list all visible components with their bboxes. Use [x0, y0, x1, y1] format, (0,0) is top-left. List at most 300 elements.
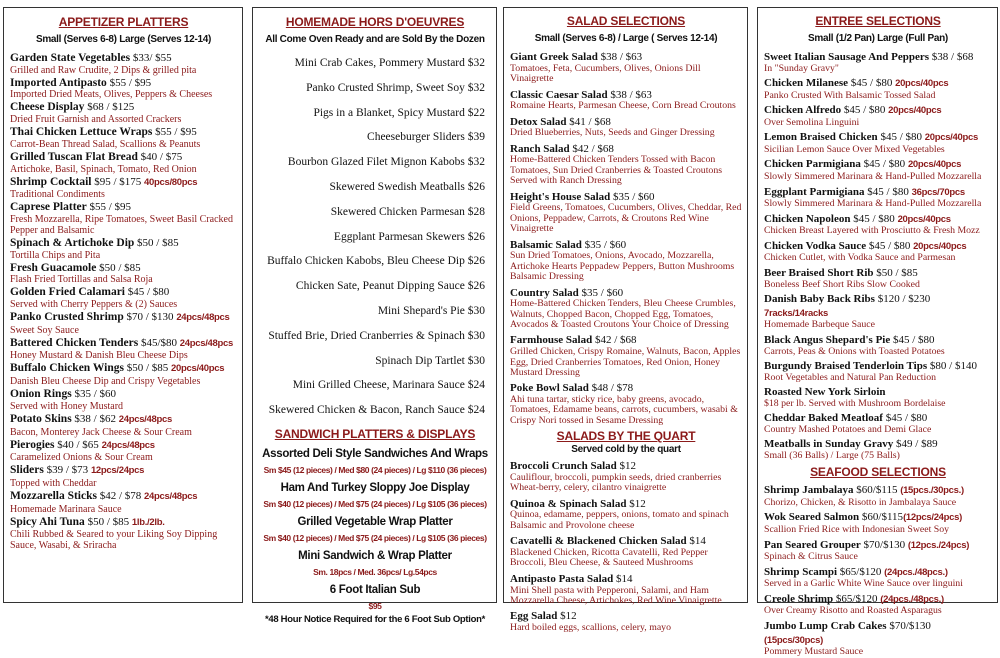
appetizer-item-pieces: 12pcs/24pcs: [90, 465, 145, 477]
salad-item-description: Home-Battered Chicken Tenders Tossed with Bacon Tomatoes, Sun Dried Cranberries & Toasted Croutons Served with Ranch Dressing: [510, 154, 723, 187]
entree-list: [764, 50, 992, 461]
appetizer-item-line: [10, 310, 237, 325]
entree-item-line: [764, 130, 992, 145]
hors-item: Bourbon Glazed Filet Mignon Kabobs $32: [287, 156, 485, 169]
entree-item: [764, 266, 992, 290]
appetizer-item-name: Mozzarella Sticks: [10, 489, 97, 502]
quart-salad-item-line: [510, 572, 742, 586]
appetizer-item-line: [10, 261, 237, 275]
entree-item-description: Carrots, Peas & Onions with Toasted Potatoes: [764, 345, 945, 357]
appetizer-item-name: Spicy Ahi Tuna: [10, 515, 85, 528]
sub-notice: *48 Hour Notice Required for the 6 Foot Sub Option*: [264, 613, 486, 625]
salad-item-price: $35 / $60: [581, 238, 627, 251]
seafood-item: [764, 592, 992, 617]
entree-item-name: Chicken Milanese: [764, 77, 849, 90]
appetizer-item-pieces: 40pcs/80pcs: [144, 176, 198, 188]
appetizer-title: APPETIZER PLATTERS: [58, 15, 189, 29]
appetizer-item-price: $42 / $78: [96, 489, 145, 502]
entree-item-price: $49 / $89: [893, 438, 938, 451]
appetizer-item-description: Homemade Marinara Sauce: [10, 503, 122, 515]
seafood-item-description: Pommery Mustard Sauce: [764, 646, 864, 658]
appetizer-item-description: Tortilla Chips and Pita: [10, 249, 101, 261]
entree-item-description: In "Sunday Gravy": [764, 62, 839, 74]
appetizer-item-price: $35 / $60: [71, 388, 116, 401]
entree-item-description: Small (36 Balls) / Large (75 Balls): [764, 449, 900, 461]
salad-panel: [503, 7, 748, 634]
entree-item-line: [764, 385, 992, 399]
salad-item-line: [510, 381, 742, 395]
hors-item: Buffalo Chicken Kabobs, Bleu Cheese Dip $26: [267, 255, 485, 268]
salad-item: [510, 333, 742, 378]
sandwich-item-price: Sm. 18pcs / Med. 36pcs/ Lg.54pcs: [313, 566, 437, 577]
sandwich-item-name: Grilled Vegetable Wrap Platter: [297, 515, 453, 528]
appetizer-item-line: [10, 438, 237, 453]
appetizer-item-pieces: 1lb./2lb.: [131, 516, 165, 528]
appetizer-item-line: [10, 515, 237, 530]
appetizer-item-line: [10, 236, 237, 250]
seafood-item: [764, 619, 992, 658]
hors-title: HOMEMADE HORS D'OEUVRES: [285, 15, 465, 29]
salad-item-description: Tomatoes, Feta, Cucumbers, Olives, Onions Dill Vinaigrette: [510, 62, 701, 85]
appetizer-item-line: [10, 150, 237, 164]
appetizer-item-description: Chili Rubbed & Seared to your Liking Soy Dipping Sauce, Wasabi, & Sriracha: [10, 529, 218, 552]
appetizer-item-line: [10, 463, 237, 478]
seafood-item-price: $60/$115: [853, 484, 901, 497]
seafood-item-price: $70/$130: [886, 619, 931, 632]
appetizer-item-name: Cheese Display: [10, 101, 85, 114]
sandwich-title: SANDWICH PLATTERS & DISPLAYS: [274, 426, 476, 441]
salad-item-description: Sun Dried Tomatoes, Onions, Avocado, Mozzarella, Artichoke Hearts Peppadew Peppers, Button Mushrooms Balsamic Dressing: [510, 250, 735, 283]
quart-salad-item-price: $12: [557, 610, 577, 623]
seafood-list: [764, 483, 992, 657]
quart-salad-item-description: Cauliflour, broccoli, pumpkin seeds, dried cranberries Wheat-berry, celery, cilantro vinaigrette: [510, 471, 722, 494]
entree-item-price: $45 / $80: [850, 212, 898, 225]
quart-salad-item-line: [510, 609, 742, 623]
appetizer-item-description: Grilled and Raw Crudite, 2 Dips & grilled pita: [10, 64, 197, 76]
salad-item: [510, 50, 742, 85]
appetizer-item-name: Sliders: [10, 464, 44, 477]
appetizer-item-description: Fresh Mozzarella, Ripe Tomatoes, Sweet Basil Cracked Pepper and Balsamic: [10, 213, 233, 236]
quart-salad-item-name: Broccoli Crunch Salad: [510, 460, 617, 473]
appetizer-item-price: $50 / $85: [84, 515, 132, 528]
appetizer-item-price: $55 / $95: [152, 126, 197, 139]
seafood-item: [764, 483, 992, 508]
salad-item: [510, 381, 742, 426]
appetizer-item-pieces: 24pcs/48pcs: [144, 490, 198, 502]
appetizer-item-line: [10, 200, 237, 214]
appetizer-item: [10, 438, 237, 464]
quart-salad-item-price: $14: [613, 572, 633, 585]
quart-title: SALADS BY THE QUART: [556, 429, 696, 444]
seafood-item-price: $65/$120: [833, 592, 881, 605]
hors-item: Panko Crusted Shrimp, Sweet Soy $32: [306, 81, 485, 94]
appetizer-item: [10, 150, 237, 175]
appetizer-item-price: $39 / $73: [43, 464, 91, 477]
seafood-item-price: $60/$115: [859, 511, 904, 524]
seafood-item: [764, 510, 992, 535]
entree-item-description: Country Mashed Potatoes and Demi Glace: [764, 423, 932, 435]
salad-item-price: $38 / $63: [597, 51, 643, 63]
entree-item-pieces: 20pcs/40pcs: [895, 78, 949, 90]
entree-item: [764, 333, 992, 357]
entree-item: [764, 359, 992, 383]
appetizer-item-line: [10, 76, 237, 90]
quart-sub: Served cold by the quart: [571, 444, 681, 456]
seafood-item-description: Scallion Fried Rice with Indonesian Sweet Soy: [764, 524, 950, 536]
appetizer-item-line: [10, 412, 237, 427]
appetizer-item: [10, 51, 237, 76]
appetizer-item-description: Served with Honey Mustard: [10, 400, 124, 412]
quart-list: [510, 459, 742, 633]
appetizer-item: [10, 336, 237, 362]
seafood-item-line: [764, 510, 992, 525]
salad-item-name: Classic Caesar Salad: [510, 88, 608, 101]
appetizer-item-description: Dried Fruit Garnish and Assorted Crackers: [10, 114, 182, 126]
salad-item-line: [510, 190, 742, 204]
salad-item: [510, 115, 742, 139]
entree-item-name: Lemon Braised Chicken: [764, 131, 878, 144]
appetizer-item: [10, 387, 237, 412]
appetizer-item-price: $50 / $85: [134, 236, 179, 249]
entree-item-description: Chicken Breast Layered with Prosciutto & Fresh Mozz: [764, 225, 980, 237]
salad-item-price: $35 / $60: [578, 286, 624, 299]
appetizer-item-description: Traditional Condiments: [10, 189, 105, 201]
entree-item-pieces: 20pcs/40pcs: [924, 132, 978, 144]
salad-item-line: [510, 286, 742, 300]
salad-item-description: Dried Blueberries, Nuts, Seeds and Ginger Dressing: [510, 127, 715, 139]
sandwich-list: [259, 448, 491, 611]
appetizer-item-name: Onion Rings: [10, 388, 72, 401]
quart-salad-item-line: [510, 459, 742, 473]
salad-item-name: Country Salad: [510, 286, 579, 299]
appetizer-item-name: Potato Skins: [10, 412, 72, 425]
appetizer-item-line: [10, 361, 237, 376]
quart-salad-item-price: $12: [616, 460, 637, 473]
entree-item: [764, 50, 992, 74]
entree-item-line: [764, 239, 992, 254]
entree-item-description: Chicken Cutlet, with Vodka Sauce and Parmesan: [764, 252, 956, 264]
salad-item-description: Romaine Hearts, Parmesan Cheese, Corn Bread Croutons: [510, 100, 736, 112]
entree-item-description: Root Vegetables and Natural Pan Reduction: [764, 371, 937, 383]
appetizer-item: [10, 175, 237, 201]
salad-item-price: $38 / $63: [607, 88, 652, 101]
salad-item: [510, 190, 742, 235]
quart-salad-item-description: Mini Shell pasta with Pepperoni, Salami, and Ham Mozzarella Cheese, Artichokes, Red Wine Vinaigrette: [510, 584, 722, 606]
appetizer-item-line: [10, 336, 237, 351]
appetizer-item-name: Garden State Vegetables: [10, 52, 131, 64]
appetizer-item-pieces: 24pcs/48pcs: [179, 337, 233, 349]
hors-item: Mini Shepard's Pie $30: [377, 304, 485, 317]
entree-item-name: Chicken Napoleon: [764, 212, 851, 225]
appetizer-item-name: Thai Chicken Lettuce Wraps: [10, 126, 153, 139]
quart-salad-item: [510, 609, 742, 633]
salad-title: SALAD SELECTIONS: [566, 14, 686, 28]
entree-item-price: $120 / $230: [874, 292, 931, 305]
appetizer-item-price: $68 / $125: [84, 101, 135, 114]
entree-item-line: [764, 292, 992, 320]
hors-item: Skewered Chicken Parmesan $28: [330, 205, 485, 218]
salad-item: [510, 88, 742, 112]
entree-item-name: Eggplant Parmigiana: [764, 185, 865, 198]
seafood-item-name: Shrimp Jambalaya: [764, 484, 854, 497]
entree-item-price: $45 / $80: [860, 158, 908, 171]
hors-item: Cheeseburger Sliders $39: [367, 131, 485, 144]
hors-item: Chicken Sate, Peanut Dipping Sauce $26: [295, 280, 485, 293]
appetizer-item-line: [10, 175, 237, 190]
appetizer-item-pieces: 24pcs/48pcs: [176, 312, 230, 324]
appetizer-item-price: $45/$80: [138, 336, 180, 349]
seafood-item-line: [764, 538, 992, 553]
entree-item-description: Sicilian Lemon Sauce Over Mixed Vegetables: [764, 144, 945, 156]
entree-item-price: $45 / $80: [882, 412, 928, 425]
entree-sizes: Small (1/2 Pan) Large (Full Pan): [808, 33, 948, 44]
appetizer-list: [10, 51, 237, 551]
seafood-item-name: Creole Shrimp: [764, 592, 834, 605]
salad-item-line: [510, 333, 742, 347]
entree-item-name: Chicken Vodka Sauce: [764, 239, 867, 252]
quart-salad-item-description: Quinoa, edamame, peppers, onions, tomato and spinach Balsamic and Provolone cheese: [510, 509, 729, 531]
salad-item: [510, 142, 742, 187]
appetizer-item-price: $50 / $85: [123, 362, 172, 375]
appetizer-item-description: Sweet Soy Sauce: [10, 324, 79, 336]
appetizer-item-description: Imported Dried Meats, Olives, Peppers & Cheeses: [10, 89, 213, 101]
entree-item-description: Slowly Simmered Marinara & Hand-Pulled Mozzarella: [764, 198, 982, 210]
seafood-item-pieces: (15pcs./30pcs.): [900, 485, 964, 497]
salad-item-description: Ahi tuna tartar, sticky rice, baby greens, avocado, Tomatoes, Edamame beans, carrots, cucumbers, wasabi & Crispy Nori tossed in Sesame Dressing: [510, 394, 738, 426]
appetizer-item-price: $40 / $65: [54, 438, 102, 451]
entree-item-line: [764, 212, 992, 227]
quart-salad-item-description: Hard boiled eggs, scallions, celery, mayo: [510, 622, 671, 634]
appetizer-item: [10, 412, 237, 438]
entree-item-description: Homemade Barbeque Sauce: [764, 319, 875, 331]
appetizer-item-name: Pierogies: [10, 438, 55, 451]
seafood-item-price: $65/$120: [837, 565, 885, 578]
entree-item-pieces: 7racks/14racks: [764, 307, 828, 319]
seafood-item-line: [764, 619, 992, 647]
entree-item-name: Beer Braised Short Rib: [764, 266, 874, 279]
salad-item-name: Ranch Salad: [510, 142, 570, 155]
hors-item: Mini Grilled Cheese, Marinara Sauce $24: [292, 379, 485, 392]
entree-item-line: [764, 266, 992, 280]
salad-item-price: $42 / $68: [569, 142, 614, 155]
appetizer-item-description: Flash Fried Tortillas and Salsa Roja: [10, 274, 153, 286]
appetizer-item-name: Grilled Tuscan Flat Bread: [10, 150, 138, 163]
appetizer-item-name: Buffalo Chicken Wings: [10, 362, 124, 375]
appetizer-item-name: Caprese Platter: [10, 201, 87, 214]
salad-item-line: [510, 142, 742, 156]
appetizer-item-price: $45 / $80: [125, 286, 170, 299]
appetizer-item-name: Shrimp Cocktail: [10, 175, 92, 188]
appetizer-item-name: Imported Antipasto: [10, 76, 107, 89]
seafood-item-price: $70/$130: [860, 538, 908, 551]
salad-item-name: Detox Salad: [510, 115, 567, 128]
sandwich-item-price: Sm $40 (12 pieces) / Med $75 (24 pieces) / Lg $105 (36 pieces): [263, 532, 487, 543]
seafood-item: [764, 538, 992, 563]
entree-item: [764, 437, 992, 461]
appetizer-item-description: Caramelized Onions & Sour Cream: [10, 452, 153, 464]
appetizer-item-price: $40 / $75: [137, 150, 183, 163]
entree-item-price: $45 / $80: [864, 185, 912, 198]
sandwich-item-price: Sm $45 (12 pieces) / Med $80 (24 pieces) / Lg $110 (36 pieces): [263, 464, 487, 475]
quart-salad-item-line: [510, 534, 742, 548]
entree-item: [764, 385, 992, 409]
entree-item-name: Meatballs in Sunday Gravy: [764, 438, 894, 451]
appetizer-item: [10, 285, 237, 310]
entree-item: [764, 292, 992, 331]
appetizer-item-price: $55 / $95: [106, 76, 152, 89]
appetizer-item-line: [10, 125, 237, 139]
entree-item-price: $50 / $85: [873, 266, 918, 279]
sandwich-item-name: Assorted Deli Style Sandwiches And Wraps: [262, 447, 488, 460]
appetizer-sizes: Small (Serves 6-8) Large (Serves 12-14): [35, 34, 212, 45]
appetizer-item: [10, 200, 237, 236]
hors-item: Spinach Dip Tartlet $30: [375, 354, 485, 367]
entree-item-line: [764, 103, 992, 118]
seafood-item-pieces: (12pcs./24pcs): [907, 539, 970, 551]
salad-item-description: Home-Battered Chicken Tenders, Bleu Cheese Crumbles, Walnuts, Chopped Bacon, Chopped Egg, Tomatoes, Avocados & Toasted Croutons Your Choice of Dressing: [510, 298, 736, 331]
entree-item: [764, 239, 992, 264]
entree-item-line: [764, 185, 992, 200]
appetizer-item-description: Carrot-Bean Thread Salad, Scallions & Peanuts: [10, 138, 201, 150]
salad-item-name: Giant Greek Salad: [510, 51, 598, 63]
entree-item-line: [764, 359, 992, 373]
hors-panel: [252, 7, 497, 625]
entree-title: ENTREE SELECTIONS: [815, 14, 941, 28]
appetizer-item-name: Golden Fried Calamari: [10, 286, 125, 299]
quart-salad-item-line: [510, 497, 742, 511]
seafood-item-pieces: (15pcs/30pcs): [764, 634, 823, 646]
appetizer-item-price: $38 / $62: [71, 412, 119, 425]
sandwich-item-name: Mini Sandwich & Wrap Platter: [298, 549, 452, 562]
appetizer-item-description: Danish Bleu Cheese Dip and Crispy Vegetables: [10, 376, 201, 388]
entree-item-description: Boneless Beef Short Ribs Slow Cooked: [764, 278, 920, 290]
entree-item-name: Chicken Alfredo: [764, 104, 842, 117]
seafood-item-line: [764, 592, 992, 607]
appetizer-item: [10, 125, 237, 150]
entree-item: [764, 103, 992, 128]
salad-item-price: $35 / $60: [610, 190, 655, 203]
sandwich-item-price: Sm $40 (12 pieces) / Med $75 (24 pieces) / Lg $105 (36 pieces): [263, 498, 487, 509]
entree-item-description: $18 per lb. Served with Mushroom Bordelaise: [764, 397, 946, 409]
appetizer-item-name: Panko Crusted Shrimp: [10, 311, 124, 324]
entree-item-pieces: 20pcs/40pcs: [897, 213, 951, 225]
seafood-item-line: [764, 565, 992, 580]
seafood-item-description: Over Creamy Risotto and Roasted Asparagus: [764, 605, 942, 617]
seafood-item-pieces: (24pcs./48pcs.): [884, 566, 948, 578]
appetizer-item-name: Fresh Guacamole: [10, 261, 97, 274]
hors-item: Mini Crab Cakes, Pommery Mustard $32: [294, 57, 485, 69]
quart-salad-item-price: $12: [626, 497, 646, 510]
salad-item-price: $42 / $68: [592, 334, 637, 347]
quart-salad-item: [510, 459, 742, 494]
entree-item-line: [764, 50, 992, 64]
seafood-item: [764, 565, 992, 590]
quart-salad-item-price: $14: [686, 535, 706, 548]
entree-item-name: Burgundy Braised Tenderloin Tips: [764, 359, 928, 372]
appetizer-item-pieces: 24pcs/48pcs: [101, 439, 155, 451]
quart-salad-item: [510, 572, 742, 607]
appetizer-item-description: Served with Cherry Peppers & (2) Sauces: [10, 299, 178, 311]
salad-item-name: Balsamic Salad: [510, 238, 582, 251]
appetizer-item-price: $95 / $175: [91, 175, 145, 188]
appetizer-item-price: $50 / $85: [96, 261, 141, 274]
entree-item-pieces: 20pcs/40pcs: [888, 105, 942, 117]
entree-panel: [757, 7, 998, 658]
sandwich-item-price: $95: [368, 600, 382, 611]
seafood-item-name: Pan Seared Grouper: [764, 538, 861, 551]
hors-item: Stuffed Brie, Dried Cranberries & Spinach $30: [268, 329, 485, 342]
salad-item-name: Height's House Salad: [510, 190, 611, 203]
entree-item-line: [764, 333, 992, 347]
salad-item: [510, 238, 742, 283]
entree-item-description: Over Semolina Linguini: [764, 116, 860, 128]
entree-item-name: Black Angus Shepard's Pie: [764, 333, 891, 346]
quart-salad-item: [510, 497, 742, 532]
entree-item-name: Roasted New York Sirloin: [764, 386, 886, 399]
sandwich-item-name: 6 Foot Italian Sub: [329, 583, 421, 596]
seafood-item-name: Jumbo Lump Crab Cakes: [764, 619, 887, 632]
appetizer-item-description: Artichoke, Basil, Spinach, Tomato, Red Onion: [10, 163, 197, 175]
salad-item-line: [510, 238, 742, 252]
appetizer-item: [10, 76, 237, 101]
hors-item: Skewered Chicken & Bacon, Ranch Sauce $24: [268, 404, 485, 417]
entree-item-price: $45 / $80: [866, 239, 914, 252]
appetizer-item-pieces: 24pcs/48pcs: [118, 413, 172, 425]
appetizer-item-line: [10, 489, 237, 504]
entree-item: [764, 157, 992, 182]
salad-item-line: [510, 88, 742, 102]
appetizer-item: [10, 310, 237, 336]
appetizer-item-line: [10, 51, 237, 65]
appetizer-item-name: Spinach & Artichoke Dip: [10, 236, 135, 249]
entree-item-line: [764, 157, 992, 172]
salad-item: [510, 286, 742, 331]
salad-item-name: Poke Bowl Salad: [510, 382, 589, 395]
sandwich-item-name: Ham And Turkey Sloppy Joe Display: [280, 481, 470, 494]
entree-item: [764, 212, 992, 237]
entree-item-price: $80 / $140: [927, 359, 977, 372]
quart-salad-item-name: Cavatelli & Blackened Chicken Salad: [510, 535, 687, 548]
entree-item-line: [764, 437, 992, 451]
appetizer-item: [10, 100, 237, 125]
hors-item: Skewered Swedish Meatballs $26: [329, 180, 485, 193]
salad-list: [510, 50, 742, 426]
seafood-item-description: Served in a Garlic White Wine Sauce over linguini: [764, 578, 963, 590]
salad-item-line: [510, 50, 742, 64]
appetizer-item: [10, 361, 237, 387]
appetizer-item-description: Topped with Cheddar: [10, 477, 97, 489]
salad-item-price: $41 / $68: [566, 115, 611, 128]
appetizer-panel: [3, 7, 243, 603]
hors-list: [259, 51, 491, 423]
entree-item-name: Chicken Parmigiana: [764, 158, 861, 171]
salad-item-line: [510, 115, 742, 129]
seafood-item-description: Chorizo, Chicken, & Risotto in Jambalaya Sauce: [764, 497, 957, 509]
appetizer-item-pieces: 20pcs/40pcs: [171, 363, 225, 375]
entree-item-price: $45 / $80: [890, 333, 935, 346]
appetizer-item-name: Battered Chicken Tenders: [10, 336, 139, 349]
seafood-item-name: Wok Seared Salmon: [764, 511, 860, 524]
entree-item-pieces: 20pcs/40pcs: [913, 240, 967, 252]
salad-sizes: Small (Serves 6-8) / Large ( Serves 12-14): [534, 33, 718, 44]
entree-item-description: Panko Crusted With Balsamic Tossed Salad: [764, 89, 936, 101]
appetizer-item-description: Bacon, Monterey Jack Cheese & Sour Cream: [10, 426, 192, 438]
seafood-item-pieces: (24pcs./48pcs.): [880, 593, 944, 605]
entree-item: [764, 185, 992, 210]
quart-salad-item-name: Egg Salad: [510, 610, 558, 623]
appetizer-item-price: $70 / $130: [123, 311, 177, 324]
hors-item: Eggplant Parmesan Skewers $26: [333, 230, 485, 243]
